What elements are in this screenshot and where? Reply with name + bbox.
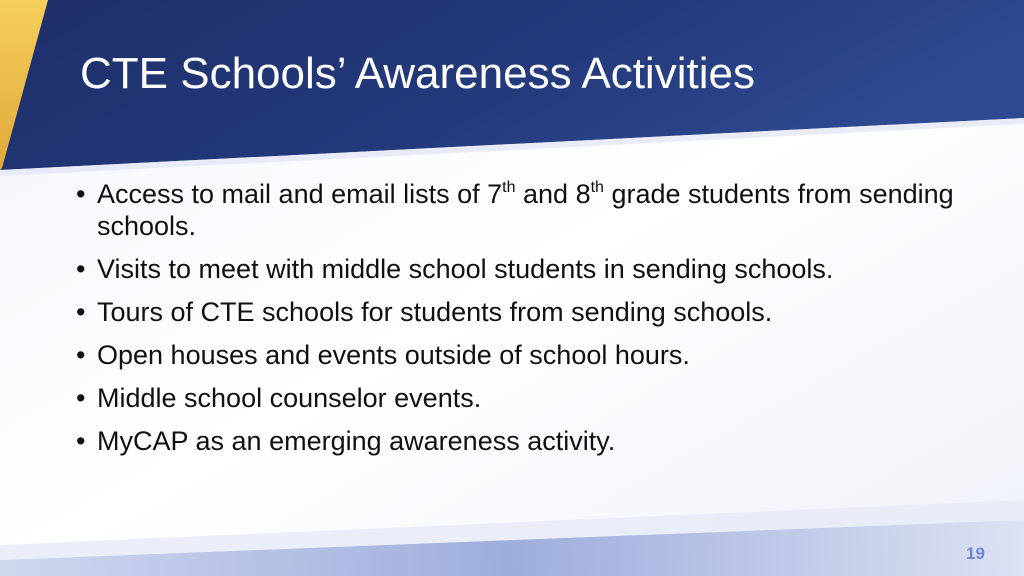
bullet-1-text-start: Access to mail and email lists of 7	[97, 179, 503, 209]
bullet-item-3: • Tours of CTE schools for students from sending schools.	[76, 296, 956, 328]
bullet-item-2: • Visits to meet with middle school students in sending schools.	[76, 253, 956, 285]
bullet-item-1	[76, 178, 956, 242]
bullet-item-4: • Open houses and events outside of school hours.	[76, 339, 956, 371]
slide-title: CTE Schools’ Awareness Activities	[80, 49, 755, 98]
page-number: 19	[966, 544, 985, 563]
bullet-list	[76, 178, 956, 468]
bullet-1-superscript-2: th	[590, 179, 604, 196]
bullet-1-text-end: grade students from sending schools.	[97, 179, 954, 241]
bullet-item-6: • MyCAP as an emerging awareness activity.	[76, 425, 956, 457]
bullet-item-5: • Middle school counselor events.	[76, 382, 956, 414]
bullet-1-text-middle: and 8	[515, 179, 591, 209]
bullet-1-superscript-1: th	[502, 179, 516, 196]
